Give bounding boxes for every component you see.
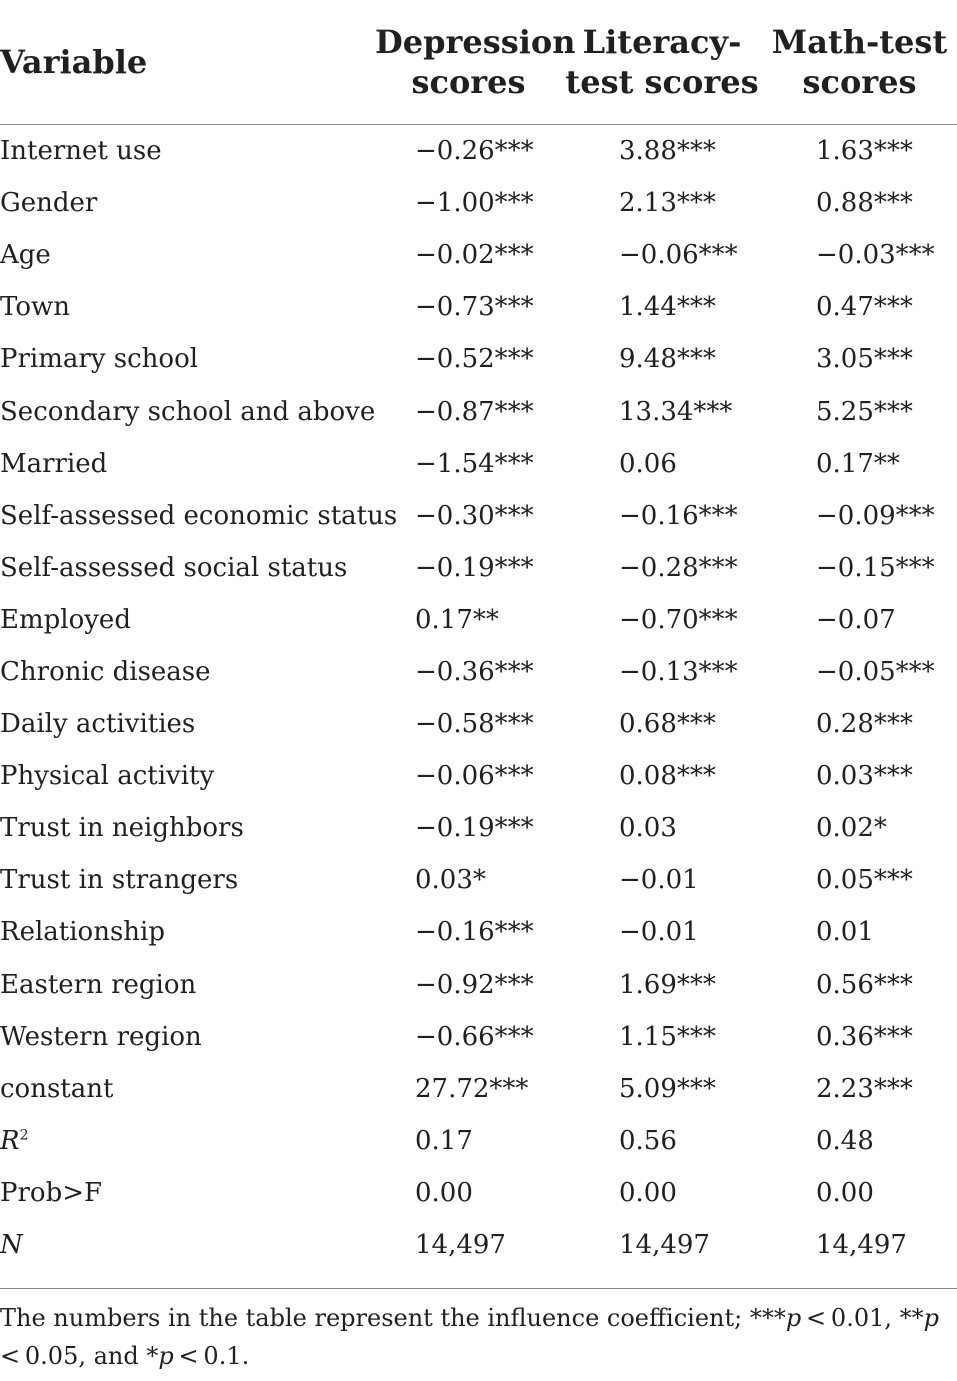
row-label: Eastern region bbox=[0, 969, 197, 1000]
footnote-text-1: The numbers in the table represent the influence coefficient; *** bbox=[0, 1304, 786, 1332]
cell-math: −0.03*** bbox=[816, 240, 935, 271]
header-literacy bbox=[562, 0, 762, 125]
cell-math: 0.36*** bbox=[816, 1021, 913, 1052]
row-label: Trust in neighbors bbox=[0, 813, 244, 844]
header-depression-line2: scores bbox=[411, 63, 526, 101]
row-label: Age bbox=[0, 240, 51, 271]
footnote-p-2: p bbox=[923, 1304, 939, 1332]
cell-literacy: −0.13*** bbox=[619, 656, 738, 687]
cell-math: 0.02* bbox=[816, 813, 887, 844]
cell-n-depression: 14,497 bbox=[415, 1230, 506, 1261]
row-label: Chronic disease bbox=[0, 656, 211, 687]
table-row bbox=[0, 594, 957, 646]
table-header-row bbox=[0, 0, 957, 125]
cell-n-math: 14,497 bbox=[816, 1230, 907, 1261]
row-label: Primary school bbox=[0, 344, 199, 375]
table-row bbox=[0, 959, 957, 1011]
header-literacy-line1: Literacy- bbox=[582, 23, 742, 61]
cell-math: 0.01 bbox=[816, 917, 874, 948]
row-label-probf: Prob>F bbox=[0, 1177, 103, 1208]
cell-r2-literacy: 0.56 bbox=[619, 1125, 677, 1156]
cell-r2-math: 0.48 bbox=[816, 1125, 874, 1156]
cell-literacy: −0.16*** bbox=[619, 500, 738, 531]
cell-literacy: 0.06 bbox=[619, 448, 677, 479]
table-row-r2 bbox=[0, 1115, 957, 1167]
row-label-n: N bbox=[0, 1230, 23, 1261]
header-literacy-line2: test scores bbox=[565, 63, 759, 101]
table-row bbox=[0, 490, 957, 542]
header-variable-label: Variable bbox=[0, 43, 148, 81]
header-math-line1: Math-test bbox=[771, 23, 948, 61]
cell-math: 3.05*** bbox=[816, 344, 913, 375]
cell-literacy: 5.09*** bbox=[619, 1073, 716, 1104]
cell-depression: −0.73*** bbox=[415, 292, 534, 323]
footnote-text-3: < 0.05, and * bbox=[0, 1304, 944, 1370]
row-label: Relationship bbox=[0, 917, 165, 948]
cell-depression: −0.87*** bbox=[415, 396, 534, 427]
footnote-text-4: < 0.1. bbox=[173, 1342, 250, 1370]
cell-literacy: −0.01 bbox=[619, 917, 699, 948]
cell-depression: 0.17** bbox=[415, 604, 499, 635]
table-row bbox=[0, 177, 957, 229]
cell-literacy: 9.48*** bbox=[619, 344, 716, 375]
cell-math: 0.47*** bbox=[816, 292, 913, 323]
row-label: Western region bbox=[0, 1021, 202, 1052]
cell-r2-depression: 0.17 bbox=[415, 1125, 473, 1156]
cell-math: 0.05*** bbox=[816, 865, 913, 896]
row-label: Secondary school and above bbox=[0, 396, 376, 427]
cell-depression: −0.26*** bbox=[415, 136, 534, 167]
table-row bbox=[0, 281, 957, 333]
cell-depression: −0.30*** bbox=[415, 500, 534, 531]
table-row bbox=[0, 542, 957, 594]
cell-depression: −0.92*** bbox=[415, 969, 534, 1000]
cell-literacy: 1.15*** bbox=[619, 1021, 716, 1052]
cell-depression: 27.72*** bbox=[415, 1073, 529, 1104]
cell-math: −0.09*** bbox=[816, 500, 935, 531]
cell-math: −0.07 bbox=[816, 604, 896, 635]
footnote-text-2: < 0.01, ** bbox=[801, 1304, 924, 1332]
row-label: constant bbox=[0, 1073, 114, 1104]
cell-probf-depression: 0.00 bbox=[415, 1177, 473, 1208]
r-superscript: 2 bbox=[19, 1127, 29, 1144]
table-footnote bbox=[0, 1299, 955, 1375]
cell-depression: 0.03* bbox=[415, 865, 486, 896]
cell-literacy: 0.03 bbox=[619, 813, 677, 844]
cell-depression: −0.66*** bbox=[415, 1021, 534, 1052]
cell-depression: −0.36*** bbox=[415, 656, 534, 687]
footnote-p-3: p bbox=[158, 1342, 174, 1370]
table-row bbox=[0, 854, 957, 906]
row-label: Self-assessed social status bbox=[0, 552, 348, 583]
row-label: Employed bbox=[0, 604, 131, 635]
cell-math: −0.05*** bbox=[816, 656, 935, 687]
table-row bbox=[0, 1011, 957, 1063]
table-row-n bbox=[0, 1219, 957, 1271]
table-row bbox=[0, 385, 957, 437]
table-row bbox=[0, 750, 957, 802]
r-symbol: R bbox=[0, 1125, 20, 1156]
cell-math: 1.63*** bbox=[816, 136, 913, 167]
cell-depression: −0.16*** bbox=[415, 917, 534, 948]
row-label: Married bbox=[0, 448, 108, 479]
cell-literacy: −0.01 bbox=[619, 865, 699, 896]
header-variable bbox=[0, 0, 375, 125]
cell-literacy: 1.69*** bbox=[619, 969, 716, 1000]
cell-literacy: 1.44*** bbox=[619, 292, 716, 323]
cell-depression: −1.54*** bbox=[415, 448, 534, 479]
cell-math: 5.25*** bbox=[816, 396, 913, 427]
cell-depression: −0.19*** bbox=[415, 813, 534, 844]
cell-math: 2.23*** bbox=[816, 1073, 913, 1104]
table-row bbox=[0, 1063, 957, 1115]
cell-depression: −0.52*** bbox=[415, 344, 534, 375]
table-row bbox=[0, 802, 957, 854]
cell-depression: −0.06*** bbox=[415, 761, 534, 792]
table-row bbox=[0, 229, 957, 281]
cell-literacy: 13.34*** bbox=[619, 396, 733, 427]
cell-literacy: −0.70*** bbox=[619, 604, 738, 635]
header-depression bbox=[375, 0, 576, 125]
table-row bbox=[0, 125, 957, 178]
header-math bbox=[762, 0, 957, 125]
cell-math: 0.56*** bbox=[816, 969, 913, 1000]
table-row bbox=[0, 906, 957, 958]
cell-literacy: 0.08*** bbox=[619, 761, 716, 792]
cell-literacy: −0.28*** bbox=[619, 552, 738, 583]
row-label: Daily activities bbox=[0, 709, 196, 740]
table-row bbox=[0, 646, 957, 698]
cell-depression: −0.02*** bbox=[415, 240, 534, 271]
cell-n-literacy: 14,497 bbox=[619, 1230, 710, 1261]
cell-literacy: 2.13*** bbox=[619, 188, 716, 219]
cell-math: 0.03*** bbox=[816, 761, 913, 792]
cell-math: −0.15*** bbox=[816, 552, 935, 583]
cell-literacy: −0.06*** bbox=[619, 240, 738, 271]
cell-probf-literacy: 0.00 bbox=[619, 1177, 677, 1208]
table-bottom-rule bbox=[0, 1288, 957, 1289]
cell-literacy: 3.88*** bbox=[619, 136, 716, 167]
cell-depression: −0.19*** bbox=[415, 552, 534, 583]
cell-literacy: 0.68*** bbox=[619, 709, 716, 740]
table-row-probf bbox=[0, 1167, 957, 1219]
row-label: Physical activity bbox=[0, 761, 215, 792]
table-row bbox=[0, 438, 957, 490]
table-row bbox=[0, 698, 957, 750]
row-label: Trust in strangers bbox=[0, 865, 239, 896]
cell-probf-math: 0.00 bbox=[816, 1177, 874, 1208]
cell-math: 0.88*** bbox=[816, 188, 913, 219]
cell-depression: −0.58*** bbox=[415, 709, 534, 740]
row-label-r2 bbox=[0, 1115, 375, 1167]
header-math-line2: scores bbox=[802, 63, 917, 101]
cell-depression: −1.00*** bbox=[415, 188, 534, 219]
row-label: Town bbox=[0, 292, 70, 323]
table-row bbox=[0, 333, 957, 385]
cell-math: 0.17** bbox=[816, 448, 900, 479]
row-label: Self-assessed economic status bbox=[0, 500, 398, 531]
footnote-p-1: p bbox=[785, 1304, 802, 1332]
header-depression-line1: Depression bbox=[375, 23, 576, 61]
row-label: Internet use bbox=[0, 136, 162, 167]
cell-math: 0.28*** bbox=[816, 709, 913, 740]
row-label: Gender bbox=[0, 188, 98, 219]
